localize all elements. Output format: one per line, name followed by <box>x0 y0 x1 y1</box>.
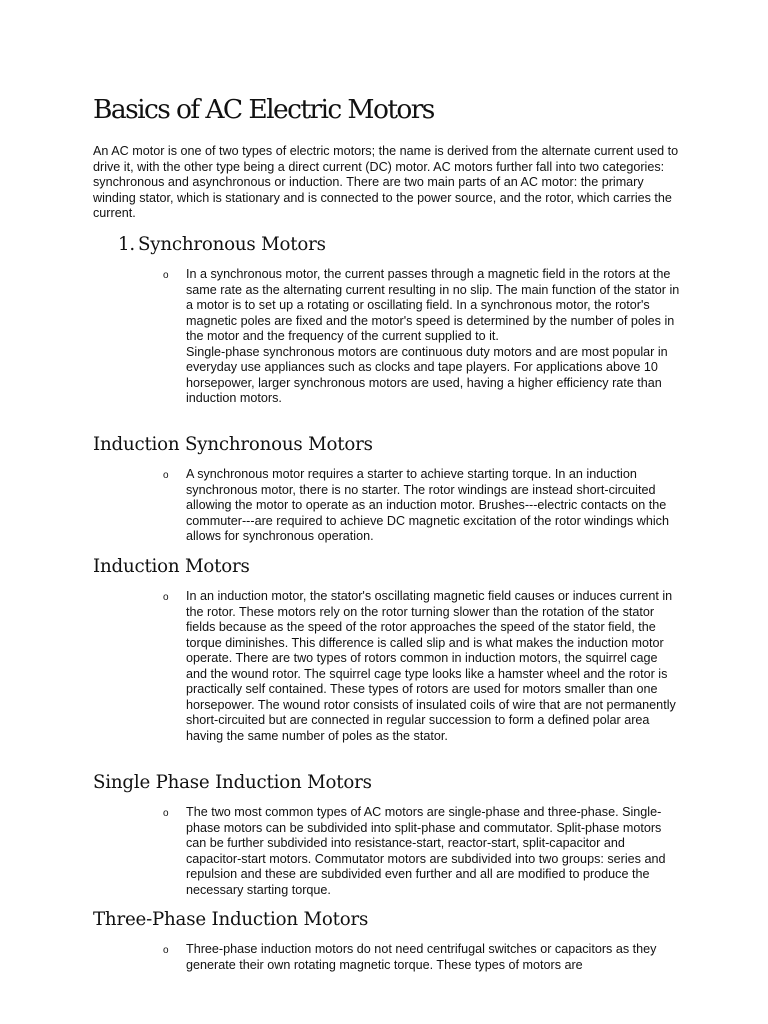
bullet-marker: o <box>163 270 169 281</box>
heading-induction-synchronous-motors: Induction Synchronous Motors <box>93 434 373 455</box>
synchronous-motors-body <box>186 267 680 407</box>
list-number: 1. <box>118 234 135 255</box>
induction-motors-body <box>186 589 680 744</box>
body-paragraph: In a synchronous motor, the current passes through a magnetic field in the rotors at the same rate as the alternating current resulting in no slip. The main function of the stator in a motor is to set up a rotating or oscillating field. In a synchronous motor, the rotor's magnetic poles are fixed and the motor's speed is determined by the number of poles in the motor and the frequency of the current supplied to it. <box>186 267 680 343</box>
bullet-marker: o <box>163 808 169 819</box>
heading-single-phase-induction-motors: Single Phase Induction Motors <box>93 772 372 793</box>
body-paragraph: A synchronous motor requires a starter to achieve starting torque. In an induction synchronous motor, there is no starter. The rotor windings are instead short-circuited allowing the motor to operate as an induction motor. Brushes---electric contacts on the commuter---are required to achieve DC magnetic excitation of the rotor windings which allows for synchronous operation. <box>186 467 669 543</box>
three-phase-induction-motors-body <box>186 942 680 973</box>
body-paragraph: Single-phase synchronous motors are continuous duty motors and are most popular in everyday use appliances such as clocks and tape players. For applications above 10 horsepower, larger synchronous motors are used, having a higher efficiency rate than induction motors. <box>186 344 668 405</box>
heading-text: Synchronous Motors <box>138 234 326 255</box>
body-paragraph: In an induction motor, the stator's oscillating magnetic field causes or induces current in the rotor. These motors rely on the rotor turning slower than the rotation of the stator fields because as the speed of the rotor approaches the speed of the stator field, the torque diminishes. This difference is called slip and is what makes the induction motor operate. There are two types of rotors common in induction motors, the squirrel cage and the wound rotor. The squirrel cage type looks like a hamster wheel and the rotor is practically self contained. These types of rotors are used for motors smaller than one horsepower. The wound rotor consists of insulated coils of wire that are not permanently short-circuited but are connected in regular succession to form a defined polar area having the same number of poles as the stator. <box>186 589 676 743</box>
heading-induction-motors: Induction Motors <box>93 556 250 577</box>
induction-synchronous-motors-body <box>186 467 680 545</box>
heading-synchronous-motors <box>93 233 326 257</box>
page-title: Basics of AC Electric Motors <box>93 94 434 125</box>
bullet-marker: o <box>163 592 169 603</box>
intro-paragraph: An AC motor is one of two types of electric motors; the name is derived from the alternate current used to drive it, with the other type being a direct current (DC) motor. AC motors further fall into two categories: synchronous and asynchronous or induction. There are two main parts of an AC motor: the primary winding stator, which is stationary and is connected to the power source, and the rotor, which carries the current. <box>93 144 679 220</box>
body-paragraph: Three-phase induction motors do not need centrifugal switches or capacitors as they generate their own rotating magnetic torque. These types of motors are <box>186 942 657 972</box>
single-phase-induction-motors-body <box>186 805 680 898</box>
bullet-marker: o <box>163 945 169 956</box>
body-paragraph: The two most common types of AC motors are single-phase and three-phase. Single-phase motors can be subdivided into split-phase and commutator. Split-phase motors can be further subdivided into resistance-start, reactor-start, split-capacitor and capacitor-start motors. Commutator motors are subdivided into two groups: series and repulsion and these are subdivided even further and all are modified to produce the necessary starting torque. <box>186 805 666 897</box>
bullet-marker: o <box>163 470 169 481</box>
heading-three-phase-induction-motors: Three-Phase Induction Motors <box>93 909 369 930</box>
